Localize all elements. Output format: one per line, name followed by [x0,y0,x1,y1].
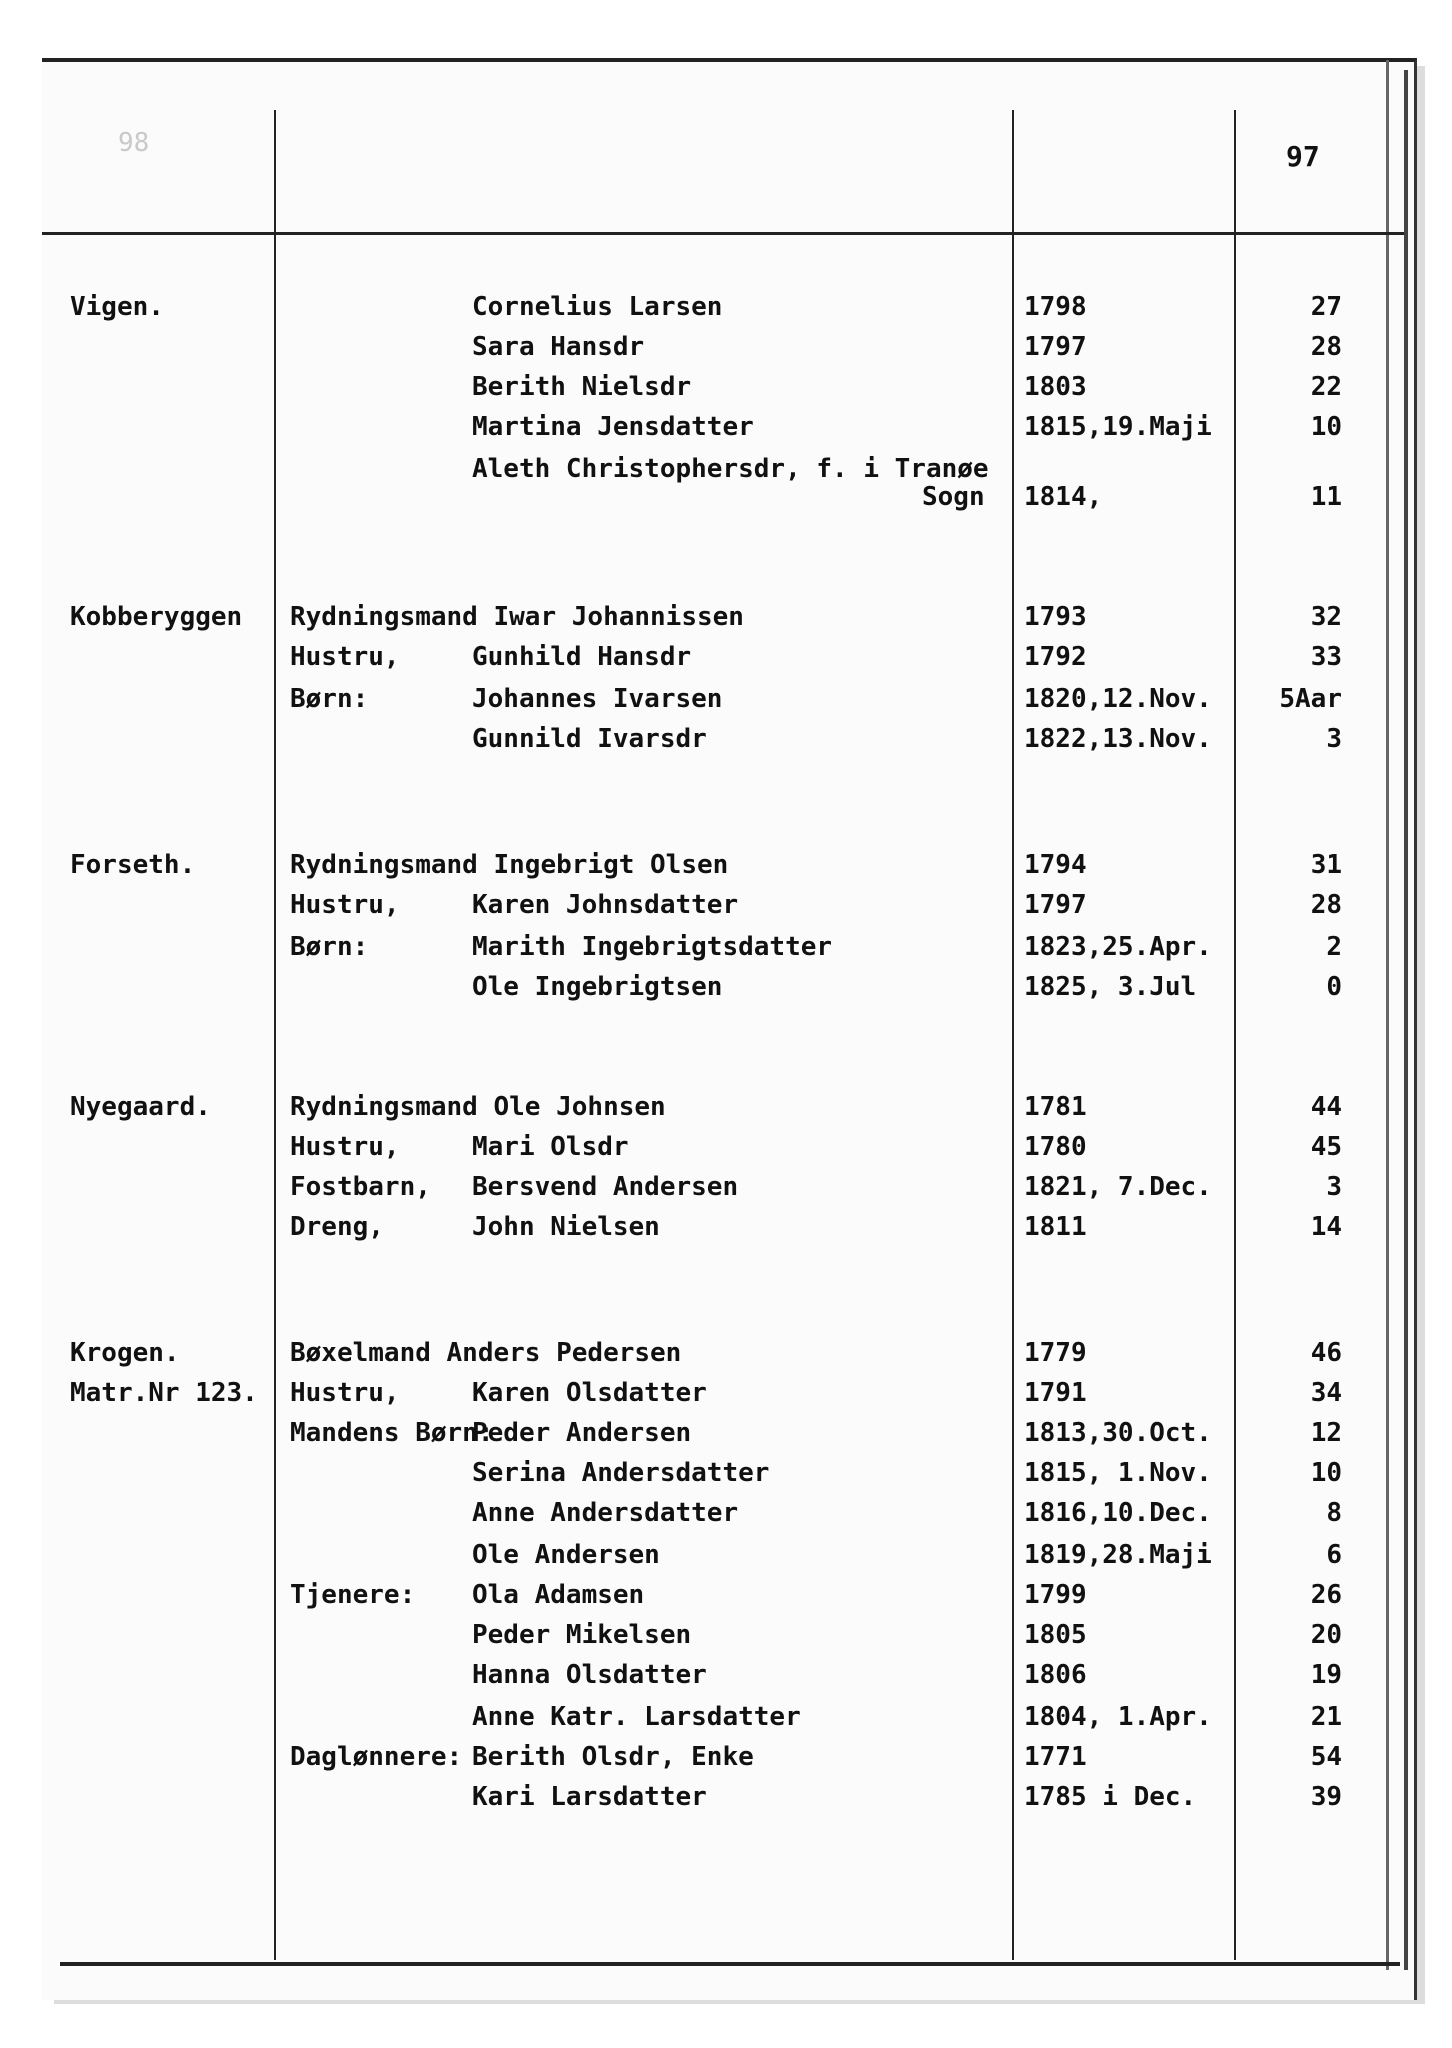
page-number: 97 [1286,140,1320,173]
age-value: 26 [1310,1580,1342,1610]
person-name: Ole Ingebrigtsen [472,972,723,1002]
birth-date: 1815,19.Maji [1024,412,1212,442]
entry-row [0,1338,1452,1374]
person-name: Sogn [922,482,985,512]
age-value: 45 [1310,1132,1342,1162]
entry-row [0,1782,1452,1818]
person-name: Ole Andersen [472,1540,660,1570]
birth-date: 1821, 7.Dec. [1024,1172,1212,1202]
birth-date: 1797 [1024,890,1087,920]
person-name: Berith Olsdr, Enke [472,1742,754,1772]
age-value: 2 [1326,932,1342,962]
header-rule [42,232,1404,235]
role-label: Dreng, [290,1212,384,1242]
role-label: Børn: [290,684,369,714]
person-name: Kari Larsdatter [472,1782,707,1812]
person-name: Karen Olsdatter [472,1378,707,1408]
age-value: 0 [1326,972,1342,1002]
person-name: Mari Olsdr [472,1132,629,1162]
footer-rule [60,1962,1400,1966]
entry-row [0,890,1452,926]
birth-date: 1785 i Dec. [1024,1782,1197,1812]
age-value: 28 [1310,890,1342,920]
entry-row [0,372,1452,408]
person-name: Marith Ingebrigtsdatter [472,932,833,962]
age-value: 3 [1326,724,1342,754]
birth-date: 1780 [1024,1132,1087,1162]
birth-date: 1814, [1024,482,1103,512]
entry-row [0,1620,1452,1656]
entry-row [0,1212,1452,1248]
person-name: Johannes Ivarsen [472,684,723,714]
age-value: 19 [1310,1660,1342,1690]
age-value: 54 [1310,1742,1342,1772]
person-name: Martina Jensdatter [472,412,754,442]
age-value: 20 [1310,1620,1342,1650]
role-label: Hustru, [290,642,400,672]
person-name: Peder Andersen [472,1418,692,1448]
age-value: 39 [1310,1782,1342,1812]
role-label: Rydningsmand Ole Johnsen [290,1092,666,1122]
role-label: Tjenere: [290,1580,416,1610]
bleed-through-page-number: 98 [118,128,150,158]
entry-row [0,972,1452,1008]
role-label: Hustru, [290,890,400,920]
person-name: Peder Mikelsen [472,1620,692,1650]
entry-row [0,932,1452,968]
birth-date: 1771 [1024,1742,1087,1772]
entry-row [0,1172,1452,1208]
age-value: 31 [1310,850,1342,880]
age-value: 34 [1310,1378,1342,1408]
person-name: Gunhild Hansdr [472,642,692,672]
entry-row [0,724,1452,760]
entry-row [0,1418,1452,1454]
age-value: 11 [1310,482,1342,512]
birth-date: 1781 [1024,1092,1087,1122]
birth-date: 1799 [1024,1580,1087,1610]
birth-date: 1805 [1024,1620,1087,1650]
birth-date: 1798 [1024,292,1087,322]
birth-date: 1811 [1024,1212,1087,1242]
age-value: 3 [1326,1172,1342,1202]
entry-row [0,1660,1452,1696]
entry-row [0,1540,1452,1576]
birth-date: 1823,25.Apr. [1024,932,1212,962]
place-name: Matr.Nr 123. [70,1378,258,1408]
age-value: 10 [1310,412,1342,442]
entry-row [0,1498,1452,1534]
birth-date: 1794 [1024,850,1087,880]
entry-row [0,1580,1452,1616]
age-value: 28 [1310,332,1342,362]
age-value: 22 [1310,372,1342,402]
role-label: Rydningsmand Ingebrigt Olsen [290,850,729,880]
place-name: Vigen. [70,292,164,322]
age-value: 6 [1326,1540,1342,1570]
age-value: 10 [1310,1458,1342,1488]
entry-row [0,1702,1452,1738]
person-name: Aleth Christophersdr, f. i Tranøe [472,454,989,484]
entry-row [0,412,1452,448]
age-value: 46 [1310,1338,1342,1368]
person-name: Karen Johnsdatter [472,890,739,920]
role-label: Hustru, [290,1378,400,1408]
birth-date: 1779 [1024,1338,1087,1368]
person-name: Anne Andersdatter [472,1498,739,1528]
birth-date: 1792 [1024,642,1087,672]
role-label: Fostbarn, [290,1172,431,1202]
role-label: Børn: [290,932,369,962]
age-value: 5Aar [1279,684,1342,714]
birth-date: 1791 [1024,1378,1087,1408]
person-name: Serina Andersdatter [472,1458,770,1488]
age-value: 14 [1310,1212,1342,1242]
role-label: Bøxelmand Anders Pedersen [290,1338,682,1368]
person-name: John Nielsen [472,1212,660,1242]
birth-date: 1816,10.Dec. [1024,1498,1212,1528]
place-name: Nyegaard. [70,1092,211,1122]
entry-row [0,1742,1452,1778]
entry-row [0,482,1452,518]
role-label: Mandens Børn: [290,1418,494,1448]
age-value: 44 [1310,1092,1342,1122]
birth-date: 1822,13.Nov. [1024,724,1212,754]
person-name: Cornelius Larsen [472,292,723,322]
entry-row [0,602,1452,638]
role-label: Daglønnere: [290,1742,463,1772]
role-label: Rydningsmand Iwar Johannissen [290,602,744,632]
person-name: Ola Adamsen [472,1580,645,1610]
birth-date: 1806 [1024,1660,1087,1690]
entry-row [0,332,1452,368]
person-name: Anne Katr. Larsdatter [472,1702,801,1732]
entry-row [0,642,1452,678]
birth-date: 1797 [1024,332,1087,362]
entry-row [0,1092,1452,1128]
birth-date: 1804, 1.Apr. [1024,1702,1212,1732]
birth-date: 1819,28.Maji [1024,1540,1212,1570]
entry-row [0,684,1452,720]
age-value: 8 [1326,1498,1342,1528]
person-name: Berith Nielsdr [472,372,692,402]
birth-date: 1820,12.Nov. [1024,684,1212,714]
age-value: 33 [1310,642,1342,672]
role-label: Hustru, [290,1132,400,1162]
entry-row [0,1132,1452,1168]
age-value: 21 [1310,1702,1342,1732]
person-name: Bersvend Andersen [472,1172,739,1202]
birth-date: 1803 [1024,372,1087,402]
birth-date: 1825, 3.Jul [1024,972,1197,1002]
place-name: Krogen. [70,1338,180,1368]
entry-row [0,1378,1452,1414]
place-name: Forseth. [70,850,196,880]
entry-row [0,292,1452,328]
birth-date: 1813,30.Oct. [1024,1418,1212,1448]
place-name: Kobberyggen [70,602,243,632]
person-name: Sara Hansdr [472,332,645,362]
person-name: Gunnild Ivarsdr [472,724,707,754]
entry-row [0,850,1452,886]
person-name: Hanna Olsdatter [472,1660,707,1690]
age-value: 27 [1310,292,1342,322]
birth-date: 1793 [1024,602,1087,632]
age-value: 32 [1310,602,1342,632]
age-value: 12 [1310,1418,1342,1448]
birth-date: 1815, 1.Nov. [1024,1458,1212,1488]
entry-row [0,1458,1452,1494]
